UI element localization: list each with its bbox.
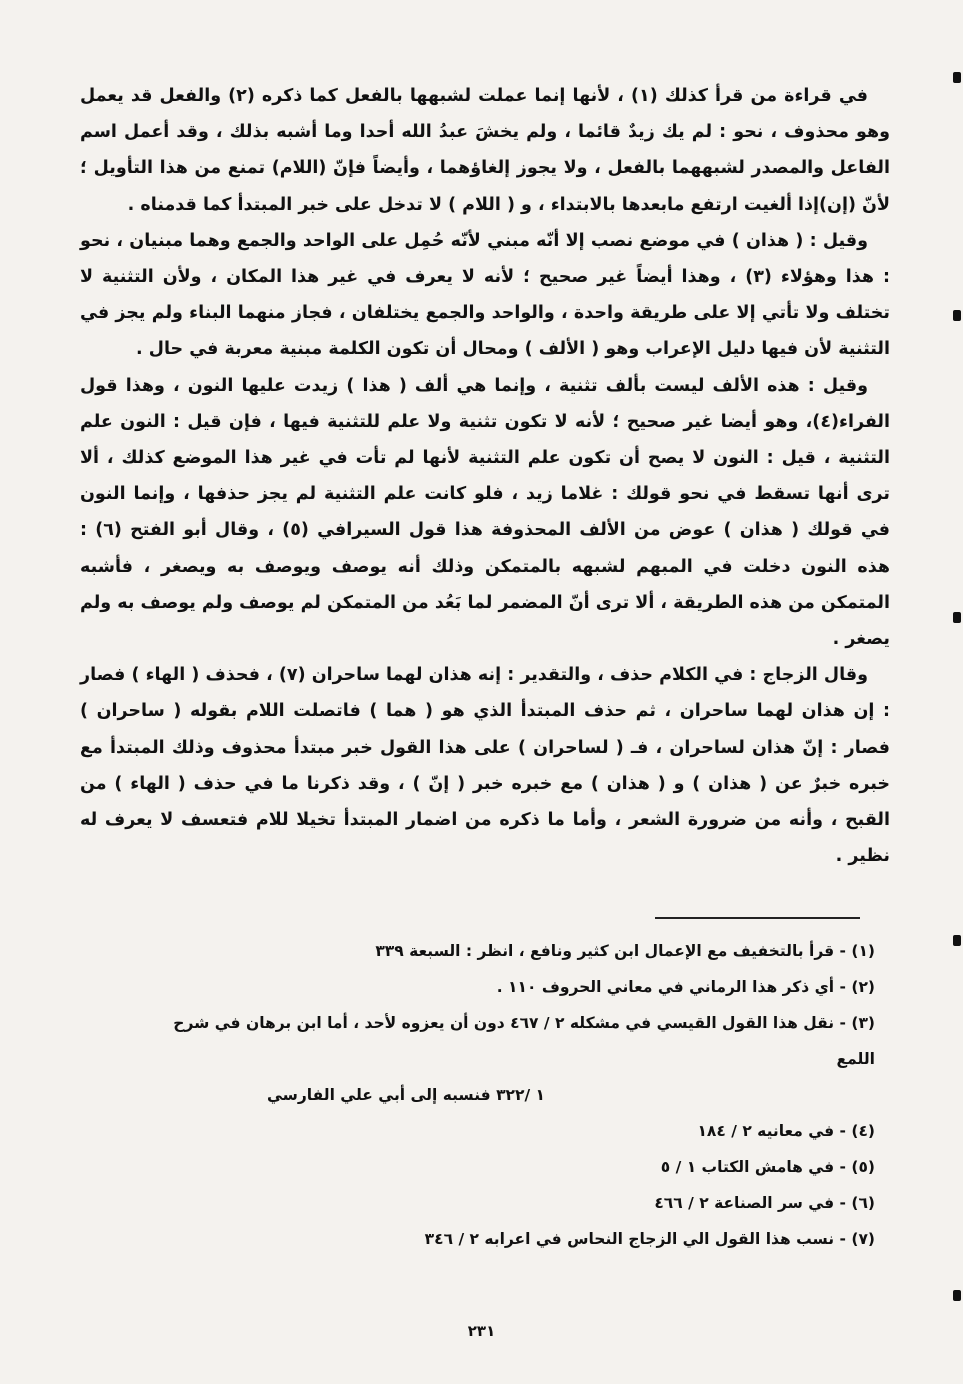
footnote-separator bbox=[655, 917, 860, 919]
edge-mark bbox=[953, 1290, 961, 1301]
main-text bbox=[80, 78, 890, 874]
paragraph-2: وقيل : ( هذان ) في موضع نصب إلا أنّه مبني لأنّه حُمِل على الواحد والجمع وهما مبنيان ، نحو : هذا وهؤلاء (٣) ، وهذا أيضاً غير صحيح ؛ لأنه لا يعرف في غير هذا المكان ، ولأن التثنية لا تختلف ولا تأتي إلا على طريقة واحدة ، والواحد والجمع يختلفان ، فجاز منهما البناء ولم يجز في التثنية لأن فيها دليل الإعراب وهو ( الألف ) ومحال أن تكون الكلمة مبنية معربة في حال . bbox=[80, 230, 890, 360]
page-number: ٢٣١ bbox=[467, 1322, 496, 1340]
edge-mark bbox=[953, 935, 961, 946]
footnote-4: (٤) - في معانيه ٢ / ١٨٤ bbox=[697, 1122, 875, 1140]
footnotes bbox=[130, 933, 875, 1257]
footnote-2: (٢) - أي ذكر هذا الرماني في معاني الحروف ١١٠ . bbox=[496, 978, 875, 996]
footnote-7: (٧) - نسب هذا القول الي الزجاج النحاس في اعرابه ٢ / ٣٤٦ bbox=[424, 1230, 875, 1248]
footnote-5: (٥) - في هامش الكتاب ١ / ٥ bbox=[660, 1158, 875, 1176]
footnote-1: (١) - قرأ بالتخفيف مع الإعمال ابن كثير ونافع ، انظر : السبعة ٣٣٩ bbox=[375, 942, 875, 960]
paragraph-3: وقيل : هذه الألف ليست بألف تثنية ، وإنما هي ألف ( هذا ) زيدت عليها النون ، وهذا قول الفراء(٤)، وهو أيضا غير صحيح ؛ لأنه لا تكون تثنية ولا علم للتثنية فيها ، فإن قيل : النون علم التثنية ، قيل : النون لا يصح أن تكون علم التثنية لأنها لم تأت في غير هذا الموضع كذلك ، ألا ترى أنها تسقط في نحو قولك : غلاما زيد ، فلو كانت علم التثنية لم يجز حذفها ، وإنما النون في قولك ( هذان ) عوض من الألف المحذوفة هذا قول السيرافي (٥) ، وقال أبو الفتح (٦) : هذه النون دخلت في المبهم لشبهه بالمتمكن وذلك أنه يوصف ويوصف به ويصغر ، فأشبه المتمكن من هذه الطريقة ، ألا ترى أنّ المضمر لما بَعُد من المتمكن لم يوصف ولم يوصف به ولم يصغر . bbox=[79, 375, 890, 650]
footnote-3: (٣) - نقل هذا القول القيسي في مشكله ٢ / ٤٦٧ دون أن يعزوه لأحد ، أما ابن برهان في شرح اللمع bbox=[173, 1014, 875, 1068]
footnote-3-continuation: ١ /٣٢٢ فنسبه إلى أبي علي الفارسي bbox=[266, 1086, 545, 1104]
paragraph-1: في قراءة من قرأ كذلك (١) ، لأنها إنما عملت لشبهها بالفعل كما ذكره (٢) والفعل قد يعمل وهو محذوف ، نحو : لم يك زيدٌ قائما ، ولم يخشَ عبدُ الله أحدا وما أشبه بذلك ، وقد أعمل اسم الفاعل والمصدر لشبههما بالفعل ، ولا يجوز إلغاؤهما ، وأيضاً فإنّ (اللام) تمنع من هذا التأويل ؛ لأنّ (إن)إذا ألغيت ارتفع مابعدها بالابتداء ، و ( اللام ) لا تدخل على خبر المبتدأ كما قدمناه . bbox=[80, 86, 890, 215]
edge-mark bbox=[953, 72, 961, 83]
footnote-6: (٦) - في سر الصناعة ٢ / ٤٦٦ bbox=[654, 1194, 875, 1212]
paragraph-4: وقال الزجاج : في الكلام حذف ، والتقدير : إنه هذان لهما ساحران (٧) ، فحذف ( الهاء ) فصار : إن هذان لهما ساحران ، ثم حذف المبتدأ الذي هو ( هما ) فاتصلت اللام بقوله ( ساحران ) فصار : إنّ هذان لساحران ، فـ ( لساحران ) على هذا القول خبر مبتدأ محذوف وذلك المبتدأ مع خبره خبرٌ عن ( هذان ) و ( هذان ) مع خبره خبر ( إنّ ) ، وقد ذكرنا ما في حذف ( الهاء ) من القبح ، وأنه من ضرورة الشعر ، وأما ما ذكره من اضمار المبتدأ تخيلا للام فتعسف لا يعرف له نظير . bbox=[80, 665, 890, 867]
edge-mark bbox=[953, 612, 961, 623]
edge-mark bbox=[953, 310, 961, 321]
